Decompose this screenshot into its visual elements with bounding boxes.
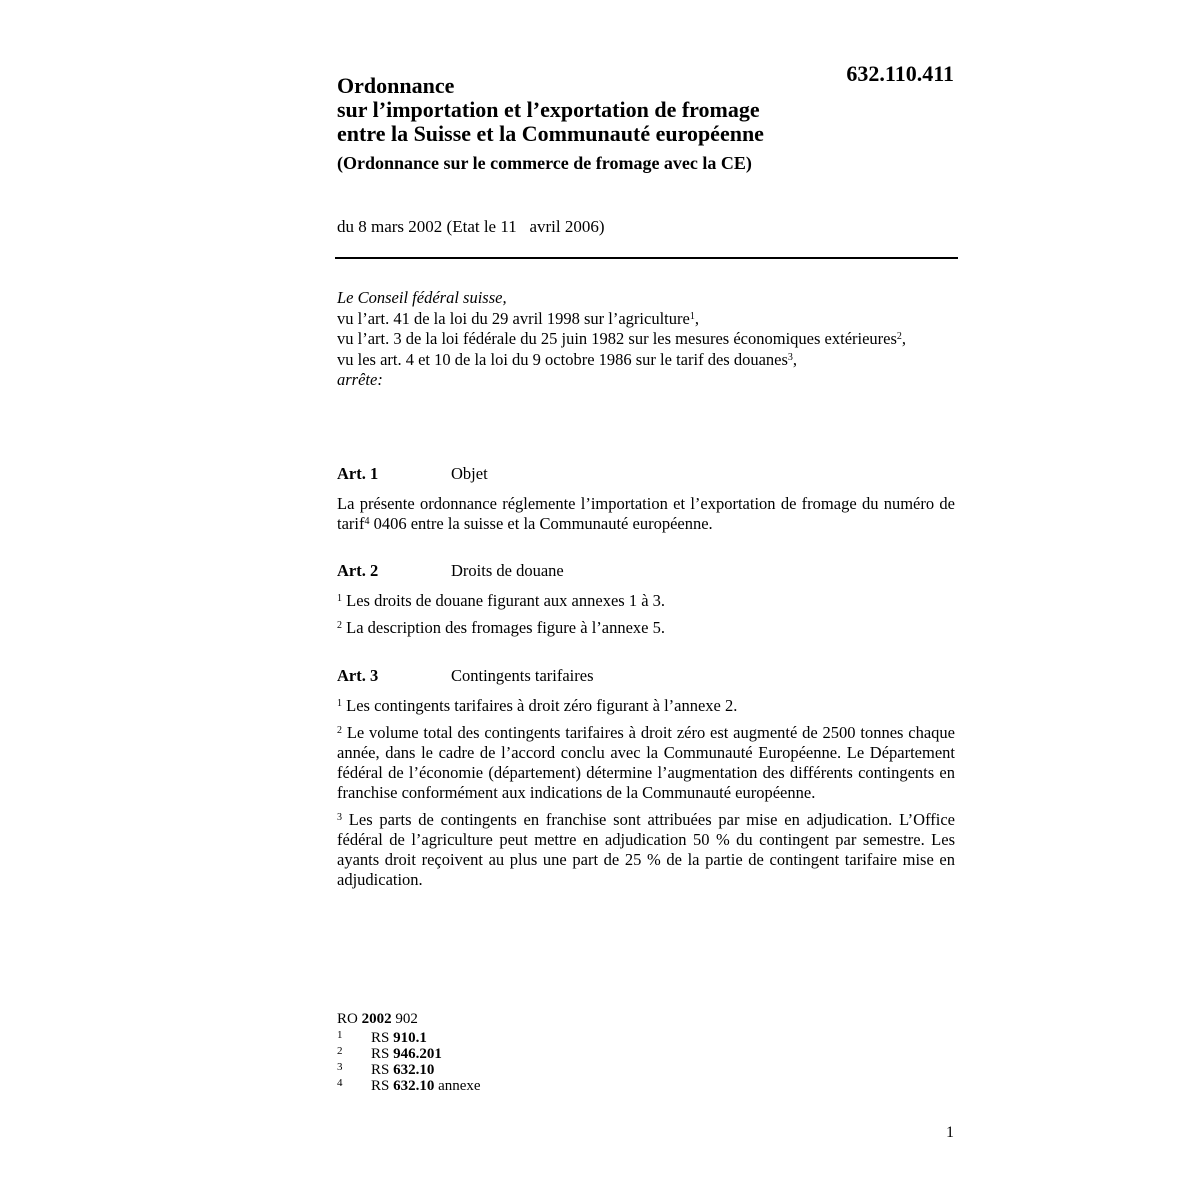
article-title: Contingents tarifaires: [451, 666, 594, 685]
preamble-line-2: vu l’art. 3 de la loi fédérale du 25 juin 1982 sur les mesures économiques extérieures$^2$,: [337, 329, 907, 348]
article-body: [337, 494, 955, 534]
article-title: Objet: [451, 464, 488, 483]
footnote-link[interactable]: 632.10: [393, 1062, 435, 1078]
article-paragraph: $^1$ Les droits de douane figurant aux annexes 1 à 3.: [337, 591, 666, 610]
article-heading: [337, 561, 955, 583]
footnote-link[interactable]: 632.10: [393, 1078, 435, 1094]
article-paragraph: $^2$ Le volume total des contingents tarifaires à droit zéro est augmenté de 2500 tonnes chaque année, dans le cadre de l’accord conclu avec la Communauté Européenne. Le Département fédéral de l’économie (département) détermine l’augmentation des différents contingents en franchise conformément aux indications de la Communauté européenne.: [337, 723, 955, 802]
article-paragraph: La présente ordonnance réglemente l’importation et l’exportation de fromage du numéro de tarif$^4$ 0406 entre la suisse et la Communauté européenne.: [337, 494, 955, 533]
footnote-link[interactable]: 946.201: [393, 1046, 442, 1062]
footnote-ref-3[interactable]: 3: [787, 351, 793, 363]
article-heading: [337, 464, 955, 486]
paragraph-number: 2: [337, 620, 342, 631]
short-title: (Ordonnance sur le commerce de fromage avec la CE): [337, 153, 752, 173]
article-1: [337, 464, 955, 541]
title-block: [337, 74, 897, 174]
footnote-ref-1[interactable]: 1: [689, 310, 695, 322]
footnotes: [337, 1011, 737, 1094]
article-body: [337, 591, 955, 638]
preamble: [337, 288, 957, 391]
footnote-link[interactable]: 910.1: [393, 1030, 427, 1046]
preamble-line-1: vu l’art. 41 de la loi du 29 avril 1998 sur l’agriculture$^1$,: [337, 308, 699, 328]
footnote-number: 1: [337, 1029, 343, 1041]
footnote: 4 RS 632.10 annexe: [337, 1077, 481, 1094]
article-number: Art. 2: [337, 561, 379, 580]
enactment-date: du 8 mars 2002 (Etat le 11 avril 2006): [337, 217, 605, 236]
title-line-3: entre la Suisse et la Communauté européenne: [337, 121, 764, 146]
title-line-2: sur l’importation et l’exportation de fromage: [337, 97, 760, 122]
paragraph-number: 3: [337, 812, 342, 823]
preamble-intro: Le Conseil fédéral suisse,: [337, 288, 507, 307]
article-title: Droits de douane: [451, 561, 564, 580]
article-3: [337, 666, 955, 897]
footnote: 2 RS 946.201: [337, 1045, 442, 1062]
footnote-number: 4: [337, 1077, 343, 1089]
paragraph-number: 2: [337, 725, 342, 736]
systematic-number: 632.110.411: [846, 61, 954, 86]
preamble-closing: arrête:: [337, 370, 383, 389]
footnote-number: 3: [337, 1061, 343, 1073]
article-number: Art. 3: [337, 666, 379, 685]
footnote: 3 RS 632.10: [337, 1061, 435, 1078]
title-line-1: Ordonnance: [337, 73, 455, 98]
header-divider: [335, 257, 958, 259]
article-2: [337, 561, 955, 645]
article-heading: [337, 666, 955, 688]
article-body: [337, 696, 955, 890]
article-paragraph: $^2$ La description des fromages figure à l’annexe 5.: [337, 618, 665, 637]
page-number: 1: [946, 1124, 954, 1141]
footnote: 1 RS 910.1: [337, 1029, 427, 1046]
footnote-ref-2[interactable]: 2: [896, 331, 902, 342]
footnote-number: 2: [337, 1045, 343, 1057]
article-paragraph: $^3$ Les parts de contingents en franchise sont attribuées par mise en adjudication. L’Office fédéral de l’agriculture peut mettre en adjudication 50 % du contingent par semestre. Les ayants droit reçoivent au plus une part de 25 % de la partie de contingent tarifaire mise en adjudication.: [337, 810, 955, 889]
paragraph-number: 1: [337, 593, 342, 604]
preamble-line-3: vu les art. 4 et 10 de la loi du 9 octobre 1986 sur le tarif des douanes$^3$,: [337, 349, 798, 369]
article-number: Art. 1: [337, 464, 379, 483]
official-compilation-ref: RO 2002 902: [337, 1011, 418, 1027]
article-paragraph: $^1$ Les contingents tarifaires à droit zéro figurant à l’annexe 2.: [337, 696, 738, 715]
footnote-ref-4[interactable]: 4: [364, 516, 370, 527]
paragraph-number: 1: [337, 698, 342, 709]
